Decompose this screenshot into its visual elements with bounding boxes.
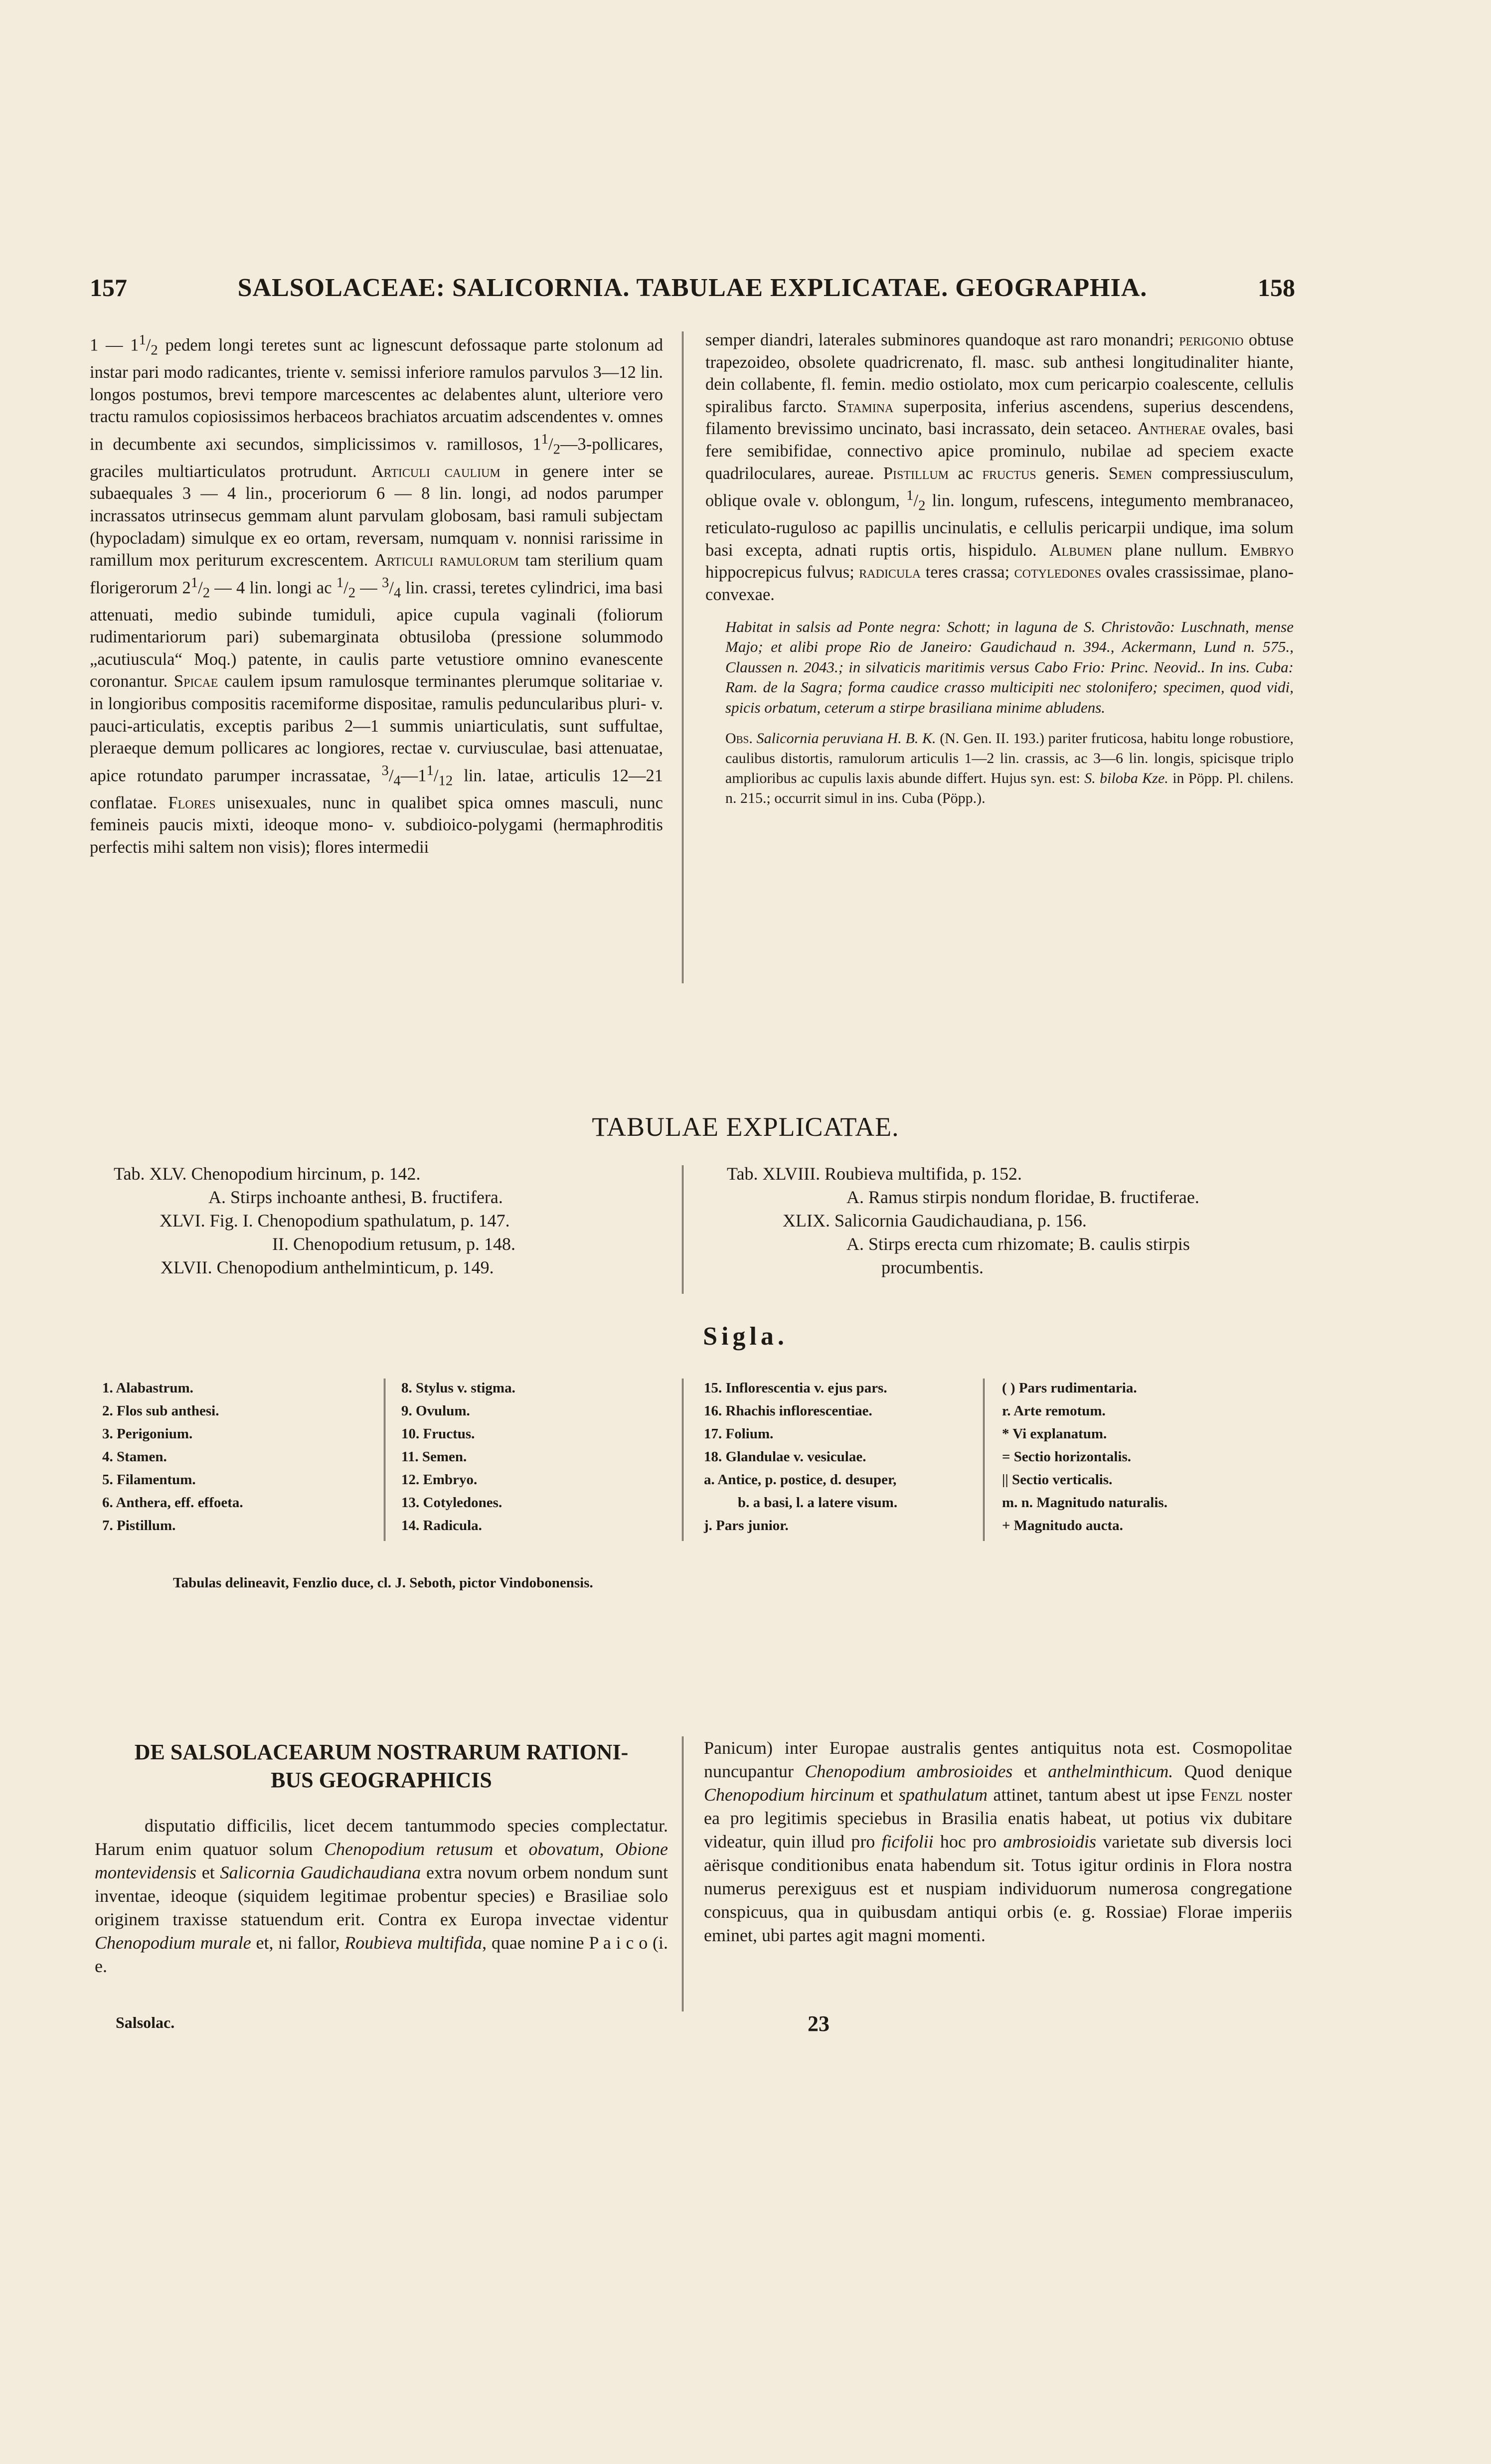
sigla-column-3 <box>704 1377 897 1537</box>
description-left-column <box>90 329 663 859</box>
geographia-left-text: disputatio difficilis, licet decem tantummodo species complectatur. Harum enim quatuor solum Chenopodium retusum et obovatum, Obione montevidensis et Salicornia Gaudichaudiana extra novum orbem nondum sunt inventae, ideoque (siquidem legitimae probentur species) e Brasiliae solo originem traxisse statuendum erit. Contra ex Europa invectae videntur Chenopodium murale et, ni fallor, Roubieva multifida, quae nomine P a i c o (i. e. <box>95 1816 668 1976</box>
sigla-entry: 18. Glandulae v. vesiculae. <box>704 1449 866 1465</box>
sigla-entry: m. n. Magnitudo naturalis. <box>1002 1495 1167 1511</box>
habitat-paragraph: Habitat in salsis ad Ponte negra: Schott; in laguna de S. Christovão: Luschnath, mense Majo; et alibi prope Rio de Janeiro: Gaudichaud n. 394., Ackermann, Lund n. 575., Claussen n. 2043.; in silvaticis maritimis versus Cabo Frio: Princ. Neovid.. In ins. Cuba: Ram. de la Sagra; forma caudice crasso multicipiti nec stolonifero; specimen, quod vidi, spicis orbatum, ceterum a stirpe brasiliana minime abludens. <box>725 617 1294 716</box>
sigla-divider-1 <box>384 1379 385 1541</box>
sigla-entry: 8. Stylus v. stigma. <box>401 1380 515 1396</box>
tabulae-heading: TABULAE EXPLICATAE. <box>592 1112 899 1142</box>
plates-right <box>727 1162 1199 1279</box>
plates-divider <box>682 1165 683 1294</box>
sigla-entry: 4. Stamen. <box>102 1449 167 1465</box>
geographia-title <box>95 1738 668 1794</box>
geographia-title-line-2: BUS GEOGRAPHICIS <box>271 1768 492 1792</box>
running-title: SALSOLACEAE: SALICORNIA. TABULAE EXPLICATAE. GEOGRAPHIA. <box>237 274 1148 302</box>
sigla-entry: 10. Fructus. <box>401 1426 475 1442</box>
sigla-column-2 <box>401 1377 515 1537</box>
sigla-entry: 15. Inflorescentia v. ejus pars. <box>704 1380 887 1396</box>
plate-credits: Tabulas delineavit, Fenzlio duce, cl. J. Seboth, pictor Vindobonensis. <box>173 1575 593 1591</box>
sigla-entry: 6. Anthera, eff. effoeta. <box>102 1495 243 1511</box>
sigla-column-4 <box>1002 1377 1167 1537</box>
plate-line: Tab. XLVIII. Roubieva multifida, p. 152. <box>727 1164 1022 1184</box>
plate-line: A. Stirps erecta cum rhizomate; B. caulis stirpis <box>846 1234 1190 1254</box>
geographia-right-text: Panicum) inter Europae australis gentes antiquitus nota est. Cosmopolitae nuncupantur Chenopodium ambrosioides et anthelminthicum. Quod denique Chenopodium hircinum et spathulatum attinet, tantum abest ut ipse Fenzl noster ea pro legitimis speciebus in Brasilia enatis habeat, ut potius vix dubitare videatur, quin illud pro ficifolii hoc pro ambrosioidis varietate sub diversis loci aërisque conditionibus enata habendum sit. Totus igitur ordinis in Flora nostra numerus perexiguus est et nuspiam individuorum numerosa congregatione conspicuus, qua in quibusdam antiqui orbis (e. g. Rossiae) Florae imperiis eminet, ubi partes agit magni momenti. <box>704 1738 1292 1945</box>
running-header <box>90 273 1295 313</box>
plate-line: XLVI. Fig. I. Chenopodium spathulatum, p. 147. <box>160 1211 510 1231</box>
signature-mark: Salsolac. <box>116 2013 175 2031</box>
sigla-entry: b. a basi, l. a latere visum. <box>738 1495 898 1511</box>
sigla-entry: 7. Pistillum. <box>102 1518 176 1534</box>
sigla-entry: a. Antice, p. postice, d. desuper, <box>704 1472 897 1488</box>
sigla-entry: + Magnitudo aucta. <box>1002 1518 1123 1534</box>
sigla-entry: 13. Cotyledones. <box>401 1495 502 1511</box>
plate-line: XLIX. Salicornia Gaudichaudiana, p. 156. <box>783 1211 1087 1231</box>
observation-paragraph: Obs. Salicornia peruviana H. B. K. (N. Gen. II. 193.) pariter fruticosa, habitu longe robustiore, caulibus distortis, ramulorum articulis 1—2 lin. crassis, ac 3—6 lin. longis, spicisque triplo amplioribus ac cupulis laxis abunde differt. Hujus syn. est: S. biloba Kze. in Pöpp. Pl. chilens. n. 215.; occurrit simul in ins. Cuba (Pöpp.). <box>725 730 1294 807</box>
description-right-text: semper diandri, laterales subminores quandoque ast raro monandri; perigonio obtuse trapezoideo, obsolete quadricrenato, fl. masc. sub anthesi longitudinaliter hiante, dein collabente, fl. femin. medio ostiolato, mox cum pericarpio coalescente, cellulis spiralibus farcto. Stamina superposita, inferius ascendens, superius descendens, filamento brevissimo uncinato, basi incrassato, dein setaceo. Antherae ovales, basi fere semibifidae, connectivo apice prominulo, nubilae ad speciem exacte quadriloculares, aureae. Pistillum ac fructus generis. Semen compressiusculum, oblique ovale v. oblongum, $^1/_2$ lin. longum, rufescens, integumento membranaceo, reticulato-ruguloso ac papillis uncinulatis, e cellulis pericarpii undique, ima solum basi excepta, adnati ruptis ortis, hispidulo. Albumen plane nullum. Embryo hippocrepicus fulvus; radicula teres crassa; cotyledones ovales crassissimae, plano-convexae. <box>705 330 1294 604</box>
page-number-left: 157 <box>90 274 127 302</box>
column-divider-bottom <box>682 1736 683 2011</box>
sigla-entry: 14. Radicula. <box>401 1518 482 1534</box>
plate-line: A. Ramus stirpis nondum floridae, B. fructiferae. <box>846 1187 1199 1207</box>
sigla-entry: 5. Filamentum. <box>102 1472 196 1488</box>
sigla-entry: 17. Folium. <box>704 1426 774 1442</box>
plate-line: procumbentis. <box>881 1257 984 1277</box>
sigla-entry: r. Arte remotum. <box>1002 1403 1106 1419</box>
sigla-divider-2 <box>682 1379 683 1541</box>
plate-line: II. Chenopodium retusum, p. 148. <box>272 1234 515 1254</box>
sigla-entry: 2. Flos sub anthesi. <box>102 1403 219 1419</box>
sigla-divider-3 <box>983 1379 985 1541</box>
sigla-heading: Sigla. <box>703 1322 788 1351</box>
plate-line: A. Stirps inchoante anthesi, B. fructifera. <box>208 1187 503 1207</box>
sigla-entry: 1. Alabastrum. <box>102 1380 193 1396</box>
sigla-entry: = Sectio horizontalis. <box>1002 1449 1131 1465</box>
plate-line: Tab. XLV. Chenopodium hircinum, p. 142. <box>114 1164 421 1184</box>
geographia-title-line-1: DE SALSOLACEARUM NOSTRARUM RATIONI- <box>134 1740 629 1764</box>
sigla-entry: 3. Perigonium. <box>102 1426 193 1442</box>
sigla-entry: 12. Embryo. <box>401 1472 478 1488</box>
sigla-entry: 16. Rhachis inflorescentiae. <box>704 1403 872 1419</box>
page-number-right: 158 <box>1258 274 1295 302</box>
sigla-entry: j. Pars junior. <box>704 1518 789 1534</box>
sheet-number: 23 <box>808 2011 829 2036</box>
sigla-entry: * Vi explanatum. <box>1002 1426 1107 1442</box>
sigla-column-1 <box>102 1377 243 1537</box>
sigla-entry: ( ) Pars rudimentaria. <box>1002 1380 1137 1396</box>
description-right-column <box>705 329 1294 808</box>
plates-left <box>114 1162 515 1279</box>
plate-line: XLVII. Chenopodium anthelminticum, p. 149. <box>161 1257 494 1277</box>
geographia-right-column <box>704 1736 1292 1947</box>
description-left-text: 1 — $1^1/_2$ pedem longi teretes sunt ac lignescunt defossaque parte stolonum ad instar pari modo radicantes, triente v. semissi inferiore ramulos parvulos 3—12 lin. longos postumos, brevi tempore marcescentes ac delabentes alunt, ulteriore vero tractu ramulos copiosissimos herbaceos brachiatos arcuatim adscendentes v. omnes in decumbente axi secundos, simplicissimos v. ramillosos, $1^1/_2—3$-pollicares, graciles multiarticulatos protrudunt. Articuli caulium in genere inter se subaequales 3 — 4 lin., proceriorum 6 — 8 lin. longi, ad nodos parumper incrassatos utrinsecus gemmam alunt parvulam globosam, basi ramuli subjectam (hypocladam) simulque ex eo ortam, reversam, numquam v. nonnisi rarissime in ramillum mox periturum excrescentem. Articuli ramulorum tam sterilium quam florigerorum $2^1/_2$ — 4 lin. longi ac $^1/_2$ — $^3/_4$ lin. crassi, teretes cylindrici, ima basi attenuati, medio subinde tumiduli, apice cupula vaginali (foliorum rudimentariorum pari) subemarginata obtusiloba (pressione solummodo „acutiuscula“ Moq.) patente, in caulis parte vetustiore omnino evanescente coronantur. Spicae caulem ipsum ramulosque terminantes plerumque solitariae v. in longioribus compositis racemiforme dispositae, ramulis peduncularibus pluri- v. pauci-articulatis, exceptis paribus 2—1 summis uniarticulatis, sunt suffultae, pleraeque demum pollicares ac longiores, rectae v. curviusculae, basi attenuatae, apice rotundato parumper incrassatae, $^3/_4—1^1/_{12}$ lin. latae, articulis 12—21 conflatae. Flores unisexuales, nunc in qualibet spica omnes masculi, nunc femineis paucis mixti, ideoque mono- v. subdioico-polygami (hermaphroditis perfectis mihi saltem non visis); flores intermedii <box>90 332 663 857</box>
column-divider-top <box>682 331 683 983</box>
sigla-entry: 9. Ovulum. <box>401 1403 470 1419</box>
geographia-left-column <box>95 1814 668 1978</box>
sigla-entry: || Sectio verticalis. <box>1002 1472 1113 1488</box>
sigla-entry: 11. Semen. <box>401 1449 467 1465</box>
